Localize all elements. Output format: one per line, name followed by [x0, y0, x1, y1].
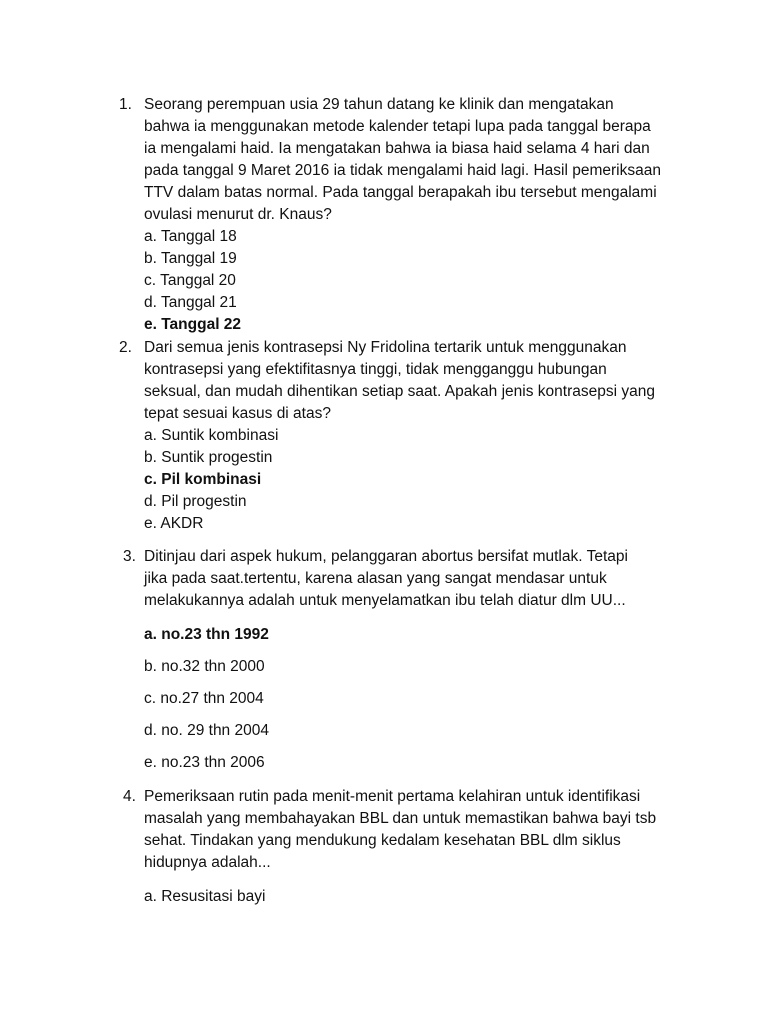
- answer-option-correct: a. no.23 thn 1992: [144, 626, 269, 643]
- answer-option: d. Pil progestin: [144, 493, 247, 510]
- question-body: [144, 94, 709, 336]
- answer-option-correct: e. Tanggal 22: [144, 316, 242, 333]
- question-text-line: kontrasepsi yang efektifitasnya tinggi, tidak mengganggu hubungan: [144, 361, 607, 378]
- answer-option: d. no. 29 thn 2004: [144, 722, 269, 739]
- answer-option: b. Tanggal 19: [144, 250, 237, 267]
- question-text-line: Ditinjau dari aspek hukum, pelanggaran abortus bersifat mutlak. Tetapi: [144, 548, 628, 565]
- question-text-line: seksual, dan mudah dihentikan setiap saat. Apakah jenis kontrasepsi yang: [144, 383, 655, 400]
- question-number: 1.: [119, 96, 132, 113]
- question-text-line: Pemeriksaan rutin pada menit-menit pertama kelahiran untuk identifikasi: [144, 788, 641, 805]
- question-body: [144, 337, 709, 535]
- question-text-line: Seorang perempuan usia 29 tahun datang ke klinik dan mengatakan: [144, 96, 614, 113]
- question-text-line: masalah yang membahayakan BBL dan untuk memastikan bahwa bayi tsb: [144, 810, 657, 827]
- answer-option: e. no.23 thn 2006: [144, 754, 265, 771]
- answer-option: a. Suntik kombinasi: [144, 427, 279, 444]
- answer-option: c. no.27 thn 2004: [144, 690, 264, 707]
- answer-option: b. Suntik progestin: [144, 449, 273, 466]
- question-text-line: tepat sesuai kasus di atas?: [144, 405, 331, 422]
- question-number: 2.: [119, 339, 132, 356]
- question-text-line: hidupnya adalah...: [144, 854, 271, 871]
- answer-option: a. Tanggal 18: [144, 228, 237, 245]
- question-text-line: ovulasi menurut dr. Knaus?: [144, 206, 332, 223]
- question-text-line: jika pada saat.tertentu, karena alasan yang sangat mendasar untuk: [144, 570, 607, 587]
- question-text-line: sehat. Tindakan yang mendukung kedalam kesehatan BBL dlm siklus: [144, 832, 621, 849]
- answer-option: c. Tanggal 20: [144, 272, 236, 289]
- answer-option-correct: c. Pil kombinasi: [144, 471, 262, 488]
- answer-option: e. AKDR: [144, 515, 204, 532]
- question-text-line: ia mengalami haid. Ia mengatakan bahwa ia biasa haid selama 4 hari dan: [144, 140, 650, 157]
- answer-option: a. Resusitasi bayi: [144, 888, 266, 905]
- question-text-line: pada tanggal 9 Maret 2016 ia tidak mengalami haid lagi. Hasil pemeriksaan: [144, 162, 661, 179]
- question-text-line: melakukannya adalah untuk menyelamatkan ibu telah diatur dlm UU...: [144, 592, 626, 609]
- question-text-line: Dari semua jenis kontrasepsi Ny Fridolina tertarik untuk menggunakan: [144, 339, 627, 356]
- answer-option: b. no.32 thn 2000: [144, 658, 265, 675]
- question-body: [144, 786, 709, 908]
- question-number: 4.: [123, 788, 136, 805]
- question-number: 3.: [123, 548, 136, 565]
- answer-option: d. Tanggal 21: [144, 294, 237, 311]
- question-text-line: bahwa ia menggunakan metode kalender tetapi lupa pada tanggal berapa: [144, 118, 651, 135]
- question-body: [144, 546, 709, 784]
- question-text-line: TTV dalam batas normal. Pada tanggal berapakah ibu tersebut mengalami: [144, 184, 657, 201]
